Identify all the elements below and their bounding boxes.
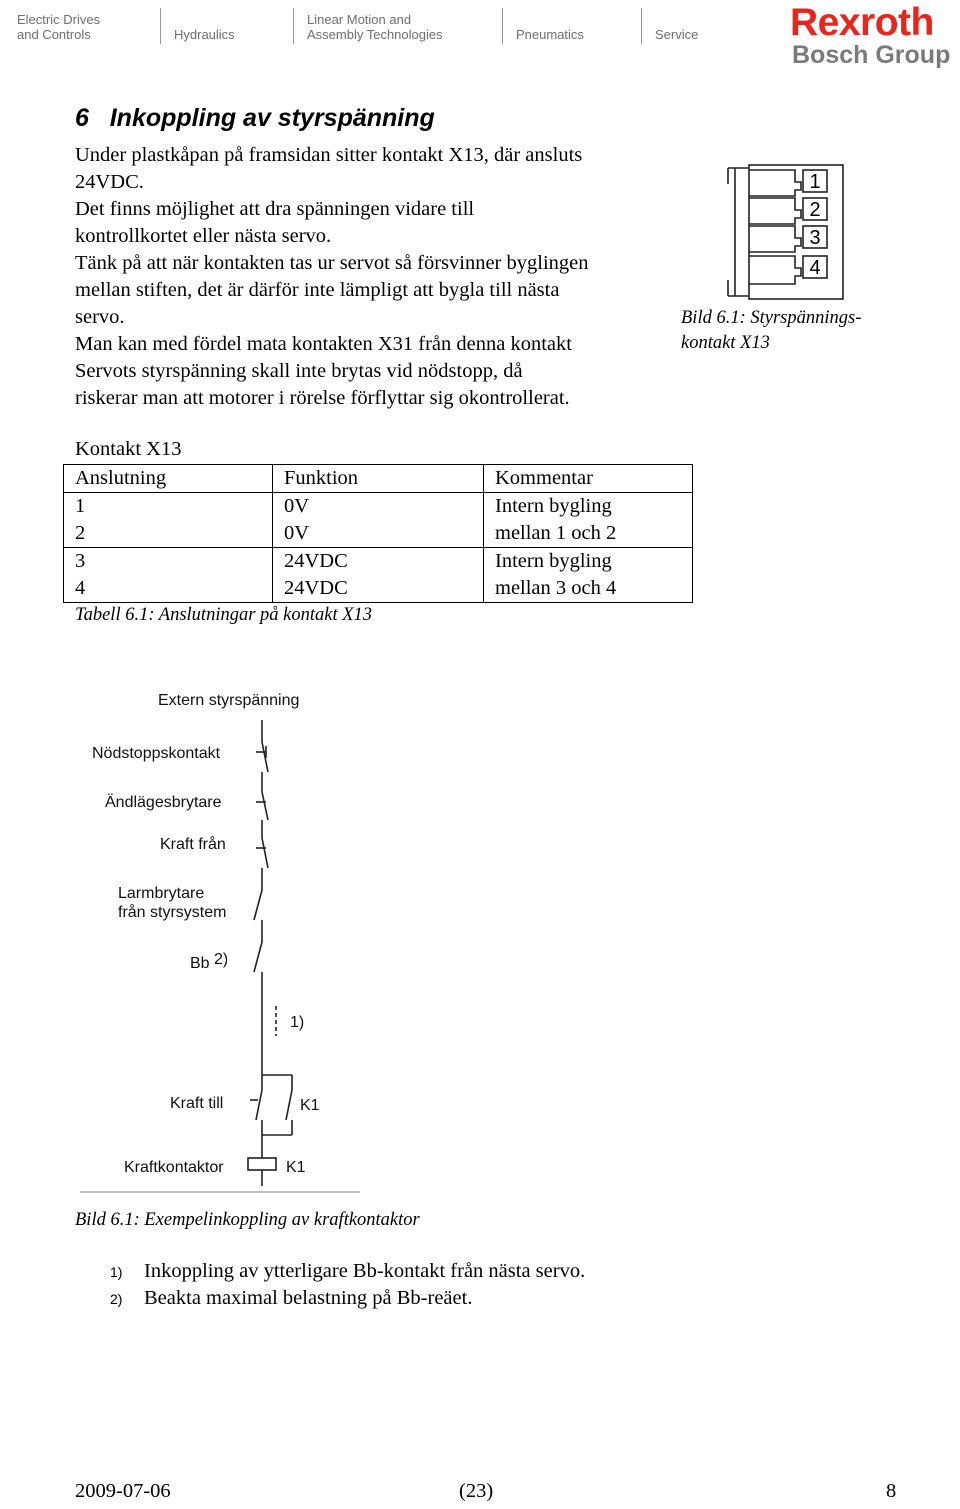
table-row xyxy=(64,493,693,548)
label-ref1: 1) xyxy=(290,1014,305,1031)
cell-line: mellan 1 och 2 xyxy=(495,522,617,544)
label-k1-contact: K1 xyxy=(300,1097,320,1114)
table-caption: Tabell 6.1: Anslutningar på kontakt X13 xyxy=(75,605,373,625)
division-line xyxy=(516,12,584,27)
table-title: Kontakt X13 xyxy=(75,438,182,460)
header-divider xyxy=(160,8,161,44)
cell-line: 24VDC xyxy=(284,550,348,572)
cell-line: 24VDC xyxy=(284,577,348,599)
footer-date: 2009-07-06 xyxy=(75,1480,171,1502)
bosch-group-logo: Bosch Group xyxy=(792,41,951,69)
pin-label: 4 xyxy=(809,257,821,279)
footnote-number: 1) xyxy=(110,1264,123,1280)
cell-line: 1 xyxy=(75,495,86,517)
section-paragraph xyxy=(75,142,675,412)
paragraph-line: servo. xyxy=(75,306,125,328)
label-kraft-fran: Kraft från xyxy=(160,836,226,853)
header-divider xyxy=(502,8,503,44)
pin-label: 3 xyxy=(809,227,821,249)
label-k1-coil: K1 xyxy=(286,1159,306,1176)
table-cell xyxy=(484,548,693,603)
table-cell xyxy=(484,493,693,548)
cell-line: mellan 3 och 4 xyxy=(495,577,617,599)
label-nodstopp: Nödstoppskontakt xyxy=(92,745,221,762)
division-line xyxy=(174,12,235,27)
header-divider xyxy=(293,8,294,44)
connector-caption xyxy=(681,306,861,356)
division-electric-drives xyxy=(17,12,100,42)
table-header-cell: Kommentar xyxy=(484,465,693,493)
footnote-text: Beakta maximal belastning på Bb-reäet. xyxy=(144,1287,473,1309)
division-line: Electric Drives xyxy=(17,12,101,27)
table-header-cell: Anslutning xyxy=(64,465,273,493)
footer-page-total: (23) xyxy=(459,1480,494,1502)
division-line: Linear Motion and xyxy=(307,12,412,27)
cell-line: 4 xyxy=(75,577,86,599)
rexroth-logo: Rexroth xyxy=(790,1,934,44)
connection-table xyxy=(63,464,693,603)
paragraph-line: riskerar man att motorer i rörelse förflyttar sig okontrollerat. xyxy=(75,387,570,409)
header-divider xyxy=(641,8,642,44)
table-row xyxy=(64,548,693,603)
footnote-number: 2) xyxy=(110,1291,123,1307)
label-larm-1: Larmbrytare xyxy=(118,885,205,902)
division-line: Hydraulics xyxy=(174,27,235,42)
table-cell xyxy=(64,548,273,603)
pin-label: 1 xyxy=(809,171,821,193)
caption-line: kontakt X13 xyxy=(681,333,770,353)
kraftkontaktor-schematic xyxy=(70,680,390,1200)
connector-x13-figure xyxy=(725,160,850,305)
table-cell xyxy=(64,493,273,548)
label-extern: Extern styrspänning xyxy=(158,692,300,709)
division-line: Assembly Technologies xyxy=(307,27,443,42)
section-heading: 6 Inkoppling av styrspänning xyxy=(75,104,435,132)
paragraph-line: Tänk på att när kontakten tas ur servot så försvinner byglingen xyxy=(75,252,589,274)
division-line: Pneumatics xyxy=(516,27,584,42)
label-kraftkontaktor: Kraftkontaktor xyxy=(124,1159,224,1176)
table-cell xyxy=(273,493,484,548)
division-service xyxy=(655,12,698,42)
label-kraft-till: Kraft till xyxy=(170,1095,224,1112)
division-hydraulics xyxy=(174,12,235,42)
paragraph-line: Servots styrspänning skall inte brytas vid nödstopp, då xyxy=(75,360,523,382)
division-line: Service xyxy=(655,27,699,42)
caption-line: Bild 6.1: Styrspännings- xyxy=(681,308,862,328)
footnote-item xyxy=(110,1260,585,1283)
cell-line: 0V xyxy=(284,522,310,544)
paragraph-line: Under plastkåpan på framsidan sitter kontakt X13, där ansluts xyxy=(75,144,583,166)
table-cell xyxy=(273,548,484,603)
cell-line: 0V xyxy=(284,495,310,517)
paragraph-line: mellan stiften, det är därför inte lämpligt att bygla till nästa xyxy=(75,279,560,301)
paragraph-line: Det finns möjlighet att dra spänningen vidare till xyxy=(75,198,475,220)
footnote-item xyxy=(110,1287,472,1310)
footnote-text: Inkoppling av ytterligare Bb-kontakt från nästa servo. xyxy=(144,1260,586,1282)
schematic-caption: Bild 6.1: Exempelinkoppling av kraftkontaktor xyxy=(75,1210,420,1230)
label-larm-2: från styrsystem xyxy=(118,904,227,921)
division-pneumatics xyxy=(516,12,584,42)
pin-label: 2 xyxy=(809,199,821,221)
label-andlage: Ändlägesbrytare xyxy=(105,794,222,811)
division-linear-motion xyxy=(307,12,443,42)
label-bb: Bb xyxy=(190,955,210,972)
cell-line: Intern bygling xyxy=(495,550,612,572)
division-line xyxy=(655,12,698,27)
paragraph-line: Man kan med fördel mata kontakten X31 från denna kontakt xyxy=(75,333,572,355)
paragraph-line: 24VDC. xyxy=(75,171,144,193)
division-line: and Controls xyxy=(17,27,91,42)
footer-page-number: 8 xyxy=(886,1480,897,1502)
cell-line: 2 xyxy=(75,522,86,544)
label-bb-ref: 2) xyxy=(214,951,229,968)
cell-line: Intern bygling xyxy=(495,495,612,517)
paragraph-line: kontrollkortet eller nästa servo. xyxy=(75,225,332,247)
table-header-cell: Funktion xyxy=(273,465,484,493)
table-header-row xyxy=(64,465,693,493)
cell-line: 3 xyxy=(75,550,86,572)
